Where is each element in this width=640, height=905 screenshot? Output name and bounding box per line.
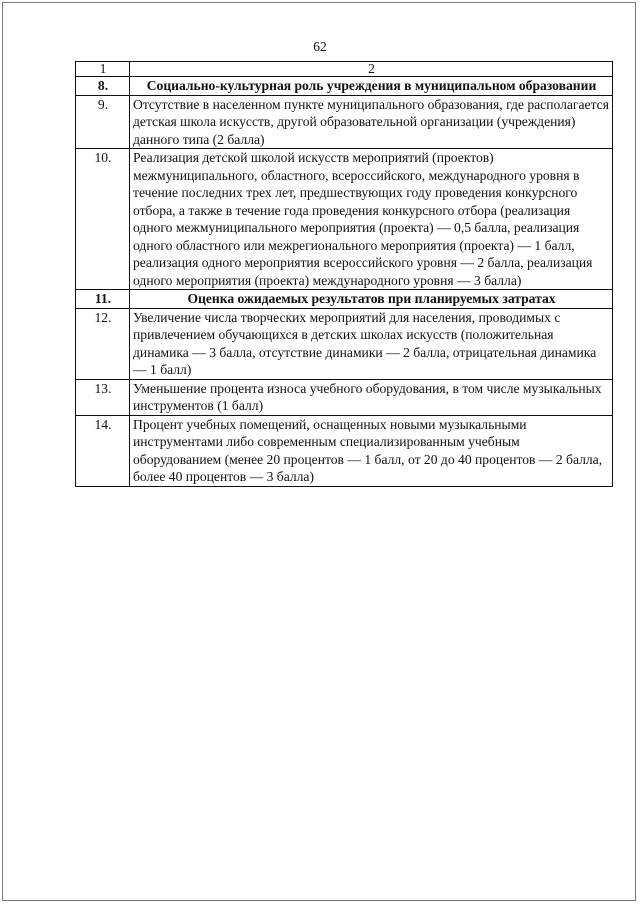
row-number: 12. <box>76 308 130 379</box>
row-text: Реализация детской школой искусств мероприятий (проектов) межмуниципального, областного, всероссийского, международного уровня в течение последних трех лет, предшествующих году проведения конкурсного отбора, а также в течение года проведения конкурсного отбора (реализация одного межмуниципального мероприятия (проекта) — 0,5 балла, реализация одного областного или межрегионального мероприятия (проекта) — 1 балл, реализация одного мероприятия всероссийского уровня — 2 балла, реализация одного мероприятия (проекта) международного уровня — 3 балла) <box>130 149 613 290</box>
table-row <box>76 308 613 379</box>
row-number: 10. <box>76 149 130 290</box>
row-number: 14. <box>76 415 130 486</box>
column-text-header: 2 <box>130 62 613 77</box>
section-title: Социально-культурная роль учреждения в муниципальном образовании <box>130 77 613 96</box>
table-row <box>76 415 613 486</box>
row-text: Увеличение числа творческих мероприятий для населения, проводимых с привлечением обучающихся в детских школах искусств (положительная динамика — 3 балла, отсутствие динамики — 2 балла, отрицательная динамика — 1 балл) <box>130 308 613 379</box>
page-number: 62 <box>313 39 327 54</box>
section-row <box>76 77 613 96</box>
table-row <box>76 379 613 415</box>
column-number-header: 1 <box>76 62 130 77</box>
row-text: Уменьшение процента износа учебного оборудования, в том числе музыкальных инструментов (1 балл) <box>130 379 613 415</box>
row-number: 13. <box>76 379 130 415</box>
row-number: 8. <box>76 77 130 96</box>
section-row <box>76 290 613 309</box>
table-row <box>76 95 613 149</box>
row-text: Процент учебных помещений, оснащенных новыми музыкальными инструментами либо современным специализированным учебным оборудованием (менее 20 процентов — 1 балл, от 20 до 40 процентов — 2 балла, более 40 процентов — 3 балла) <box>130 415 613 486</box>
row-number: 9. <box>76 95 130 149</box>
criteria-table <box>75 61 613 487</box>
table-row <box>76 149 613 290</box>
table-header-row <box>76 62 613 77</box>
row-text: Отсутствие в населенном пункте муниципального образования, где располагается детская школа искусств, другой образовательной организации (учреждения) данного типа (2 балла) <box>130 95 613 149</box>
section-title: Оценка ожидаемых результатов при планируемых затратах <box>130 290 613 309</box>
row-number: 11. <box>76 290 130 309</box>
